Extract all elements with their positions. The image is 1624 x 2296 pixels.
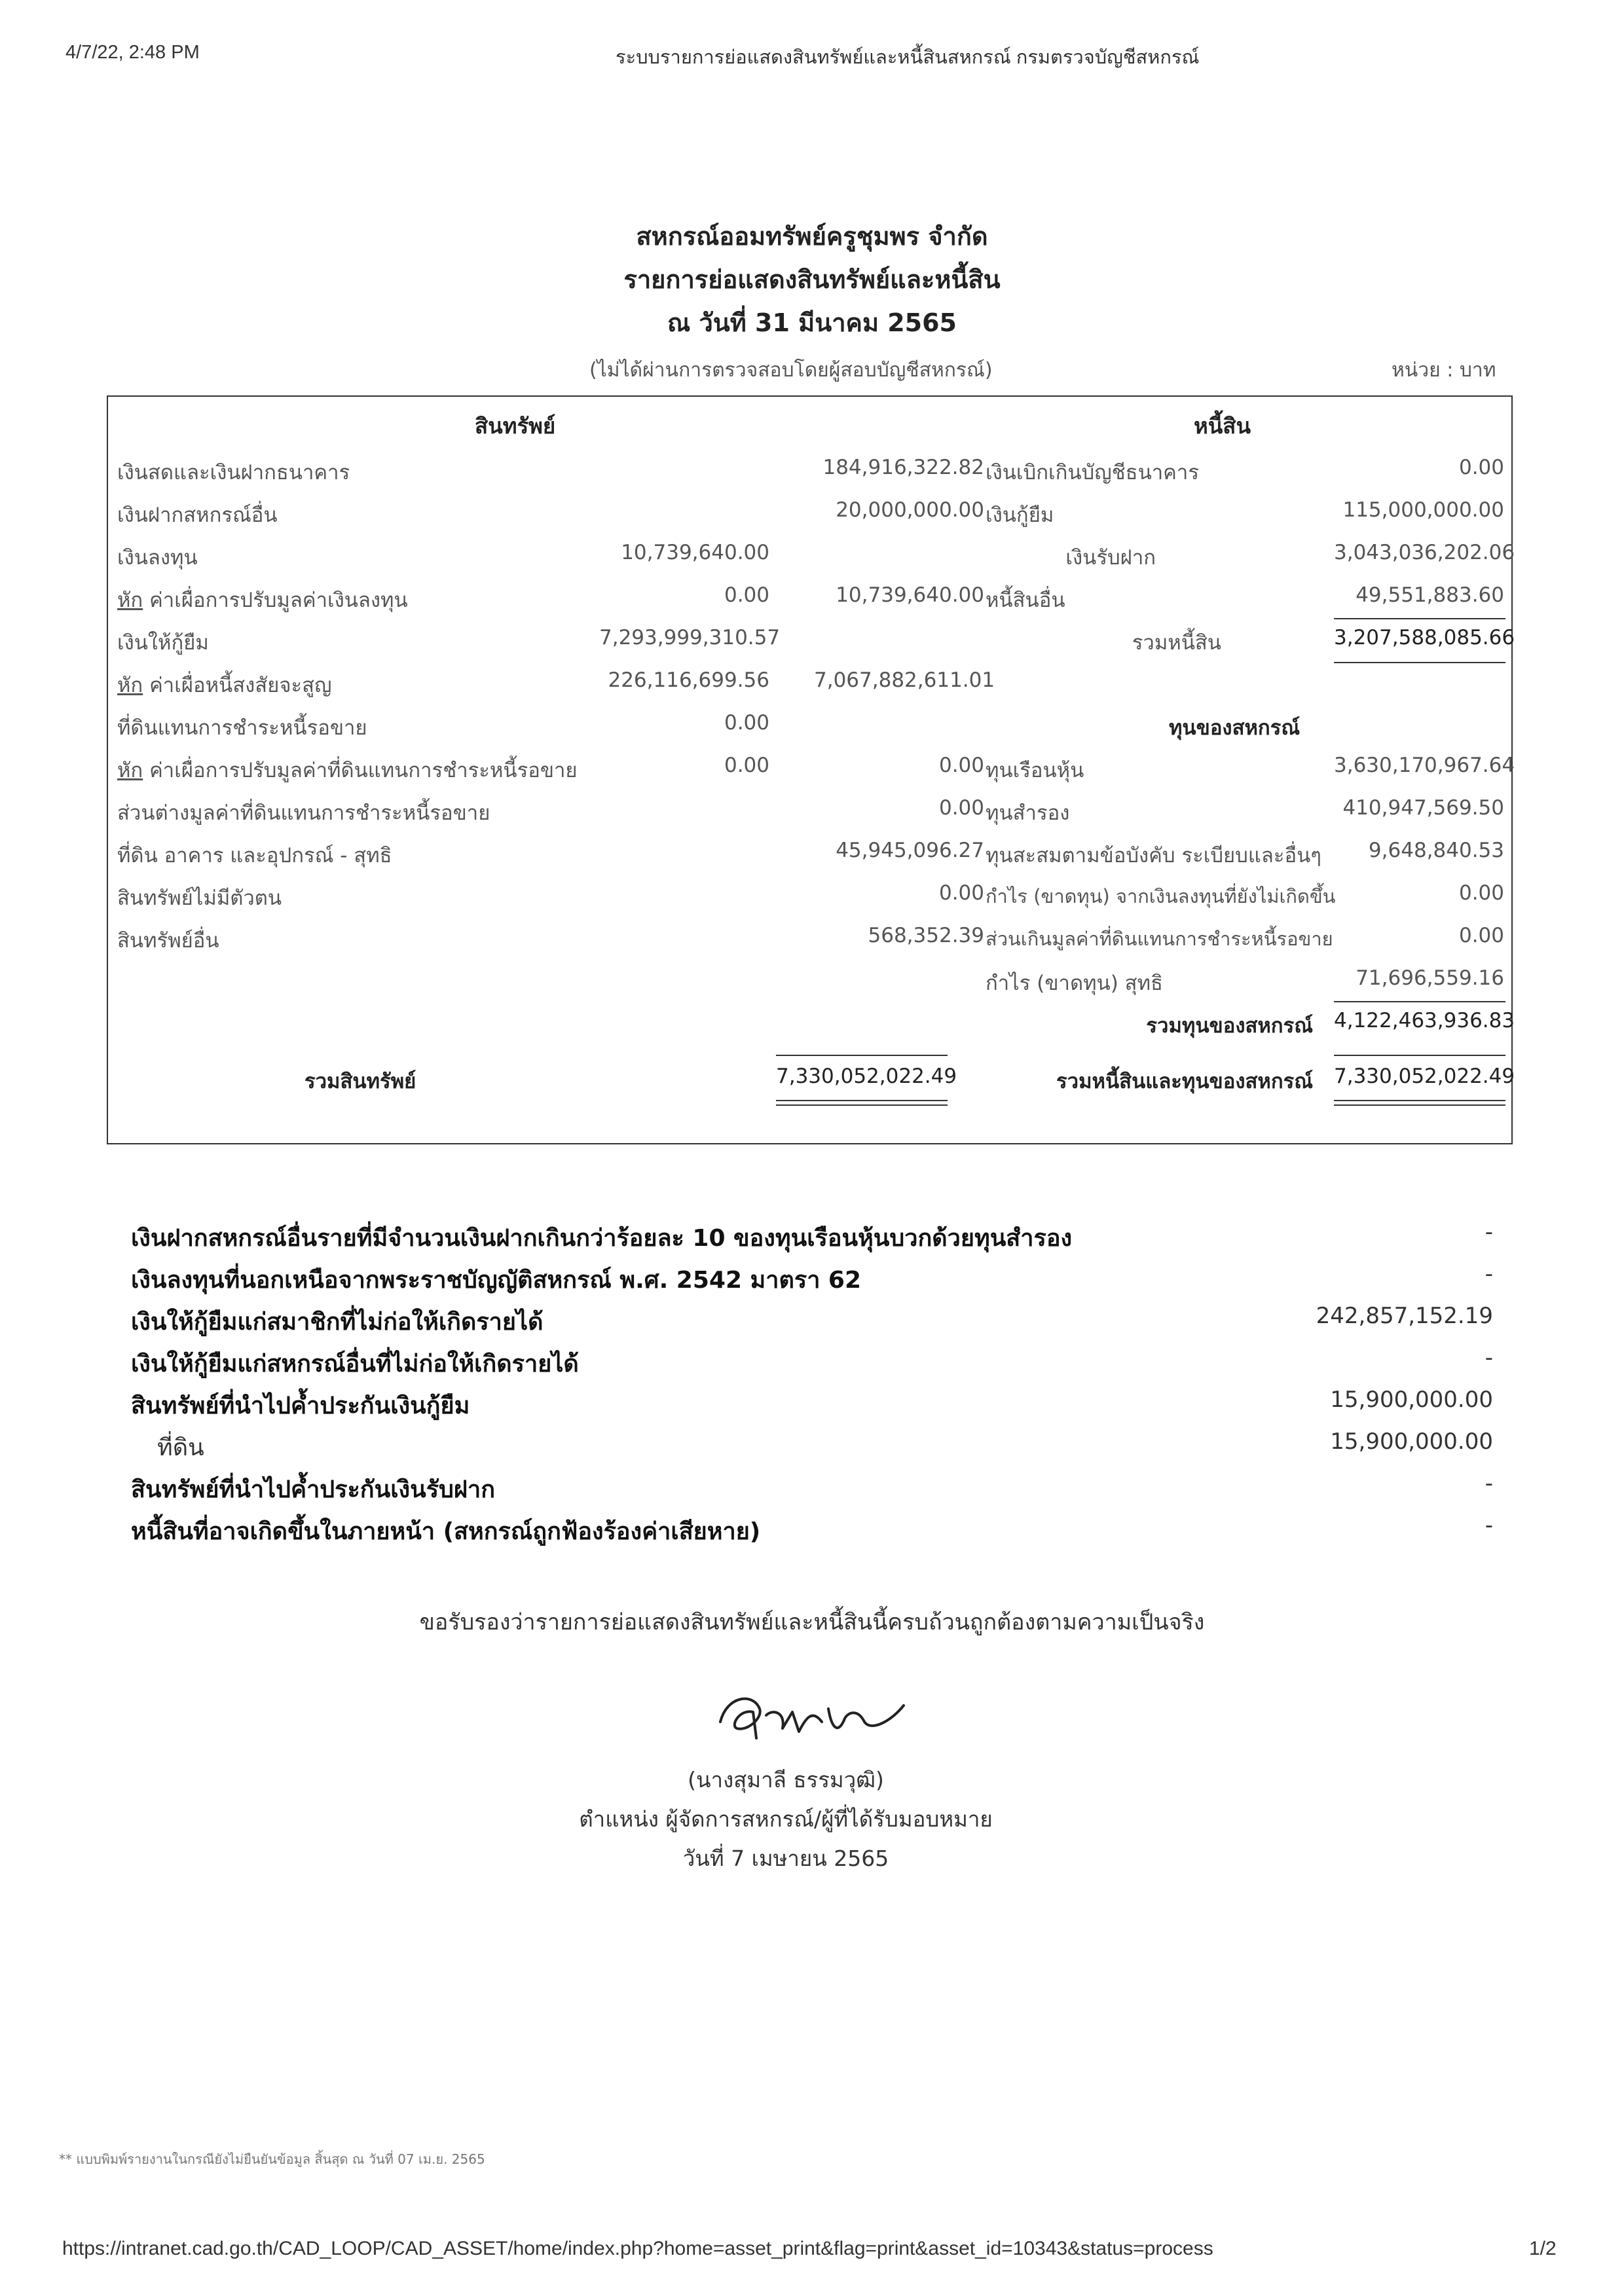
reserve-value: 410,947,569.50 xyxy=(1342,796,1504,820)
summary-label: สินทรัพย์ที่นำไปค้ำประกันเงินรับฝาก xyxy=(131,1476,495,1503)
cash-label: เงินสดและเงินฝากธนาคาร xyxy=(117,461,350,484)
reserve-label: ทุนสำรอง xyxy=(986,801,1070,825)
less-prefix: หัก xyxy=(117,674,143,697)
share-value: 3,630,170,967.64 xyxy=(1334,754,1515,777)
doubtful-row xyxy=(117,668,332,701)
total-liab-value: 3,207,588,085.66 xyxy=(1334,626,1515,649)
foreclosed-diff-value: 0.00 xyxy=(938,796,984,820)
summary-label: เงินให้กู้ยืมแก่สหกรณ์อื่นที่ไม่ก่อให้เกิดรายได้ xyxy=(131,1351,579,1377)
loans-value: 7,293,999,310.57 xyxy=(599,626,781,649)
summary-label: เงินให้กู้ยืมแก่สมาชิกที่ไม่ก่อให้เกิดรายได้ xyxy=(131,1309,544,1336)
overdraft-label: เงินเบิกเกินบัญชีธนาคาร xyxy=(986,461,1199,484)
deposits-value: 3,043,036,202.06 xyxy=(1334,541,1515,564)
total-liab-label: รวมหนี้สิน xyxy=(1132,631,1221,655)
audit-note: (ไม่ได้ผ่านการตรวจสอบโดยผู้สอบบัญชีสหกรณ์) xyxy=(589,359,993,382)
signatory-position: ตำแหน่ง ผู้จัดการสหกรณ์/ผู้ที่ได้รับมอบหมาย xyxy=(579,1806,993,1832)
invest-adj-label: ค่าเผื่อการปรับมูลค่าเงินลงทุน xyxy=(143,589,408,612)
summary-value: - xyxy=(1485,1512,1493,1539)
foreclosed-net-value: 0.00 xyxy=(938,754,984,777)
signatory-date: วันที่ 7 เมษายน 2565 xyxy=(682,1846,889,1871)
foreclosed-adj-row xyxy=(117,754,578,786)
assets-double-rule-2 xyxy=(776,1104,948,1106)
grand-total-top-rule xyxy=(1334,1055,1505,1056)
total-equity-label: รวมทุนของสหกรณ์ xyxy=(1146,1014,1313,1038)
report-date: ณ วันที่ 31 มีนาคม 2565 xyxy=(667,308,957,337)
overdraft-value: 0.00 xyxy=(1458,456,1504,479)
assets-total-top-rule xyxy=(776,1055,948,1056)
equity-header: ทุนของสหกรณ์ xyxy=(1169,716,1301,740)
assets-header: สินทรัพย์ xyxy=(475,413,556,439)
assets-double-rule-1 xyxy=(776,1100,948,1101)
print-datetime: 4/7/22, 2:48 PM xyxy=(65,42,200,63)
intangible-label: สินทรัพย์ไม่มีตัวตน xyxy=(117,886,282,910)
summary-value: 15,900,000.00 xyxy=(1330,1429,1493,1455)
signatory-name: (นางสุมาลี ธรรมวุฒิ) xyxy=(688,1767,884,1793)
balance-sheet-table xyxy=(107,395,1513,1144)
other-liab-value: 49,551,883.60 xyxy=(1356,583,1504,607)
summary-label: หนี้สินที่อาจเกิดขึ้นในภายหน้า (สหกรณ์ถูกฟ้องร้องค่าเสียหาย) xyxy=(131,1518,761,1545)
invest-net-value: 10,739,640.00 xyxy=(836,583,984,607)
cash-value: 184,916,322.82 xyxy=(822,456,984,479)
net-profit-value: 71,696,559.16 xyxy=(1356,966,1504,990)
ppe-value: 45,945,096.27 xyxy=(836,839,984,862)
loans-label: เงินให้กู้ยืม xyxy=(117,631,209,655)
deposit-other-value: 20,000,000.00 xyxy=(836,498,984,522)
invest-adj-row xyxy=(117,583,408,616)
ppe-label: ที่ดิน อาคาร และอุปกรณ์ - สุทธิ xyxy=(117,844,392,867)
deposit-other-label: เงินฝากสหกรณ์อื่น xyxy=(117,503,278,527)
borrowings-label: เงินกู้ยืม xyxy=(986,503,1054,527)
footer-url: https://intranet.cad.go.th/CAD_LOOP/CAD_ASSET/home/index.php?home=asset_print&flag=print&asset_id=10343&status=process xyxy=(62,2238,1213,2259)
system-title: ระบบรายการย่อแสดงสินทรัพย์และหนี้สินสหกรณ์ กรมตรวจบัญชีสหกรณ์ xyxy=(616,47,1200,68)
unrealized-value: 0.00 xyxy=(1458,881,1504,905)
page-number: 1/2 xyxy=(1529,2238,1557,2259)
deposits-label: เงินรับฝาก xyxy=(1065,546,1156,570)
equity-subtotal-rule xyxy=(1334,1001,1505,1002)
unit-label: หน่วย : บาท xyxy=(1392,359,1496,382)
intangible-value: 0.00 xyxy=(938,881,984,905)
less-prefix: หัก xyxy=(117,589,143,612)
surplus-label: ส่วนเกินมูลค่าที่ดินแทนการชำระหนี้รอขาย xyxy=(986,928,1333,950)
total-assets-value: 7,330,052,022.49 xyxy=(776,1065,957,1088)
summary-value: 242,857,152.19 xyxy=(1316,1303,1493,1329)
net-profit-label: กำไร (ขาดทุน) สุทธิ xyxy=(986,972,1163,995)
foreclosed-adj-value: 0.00 xyxy=(724,754,769,777)
summary-value: - xyxy=(1485,1261,1493,1287)
invest-label: เงินลงทุน xyxy=(117,546,198,570)
less-prefix: หัก xyxy=(117,759,143,782)
doubtful-label: ค่าเผื่อหนี้สงสัยจะสูญ xyxy=(143,674,332,697)
summary-label: เงินฝากสหกรณ์อื่นรายที่มีจำนวนเงินฝากเกินกว่าร้อยละ 10 ของทุนเรือนหุ้นบวกด้วยทุนสำรอง xyxy=(131,1225,1073,1252)
total-liab-rule xyxy=(1334,662,1505,663)
footer-note: ** แบบพิมพ์รายงานในกรณียังไม่ยืนยันข้อมูล สิ้นสุด ณ วันที่ 07 เม.ย. 2565 xyxy=(59,2151,485,2167)
summary-value: - xyxy=(1485,1219,1493,1245)
summary-value: - xyxy=(1485,1345,1493,1371)
other-asset-value: 568,352.39 xyxy=(868,924,984,947)
loans-net-value: 7,067,882,611.01 xyxy=(814,668,995,692)
foreclosed-label: ที่ดินแทนการชำระหนี้รอขาย xyxy=(117,716,367,740)
foreclosed-diff-label: ส่วนต่างมูลค่าที่ดินแทนการชำระหนี้รอขาย xyxy=(117,801,490,825)
foreclosed-value: 0.00 xyxy=(724,711,769,735)
summary-label: สินทรัพย์ที่นำไปค้ำประกันเงินกู้ยืม xyxy=(131,1393,470,1419)
grand-total-label: รวมหนี้สินและทุนของสหกรณ์ xyxy=(1056,1070,1313,1093)
total-equity-value: 4,122,463,936.83 xyxy=(1334,1009,1515,1032)
accum-label: ทุนสะสมตามข้อบังคับ ระเบียบและอื่นๆ xyxy=(986,844,1321,867)
surplus-value: 0.00 xyxy=(1458,924,1504,947)
liabilities-header: หนี้สิน xyxy=(1194,413,1251,439)
other-liab-label: หนี้สินอื่น xyxy=(986,589,1065,612)
grand-total-value: 7,330,052,022.49 xyxy=(1334,1065,1515,1088)
org-name: สหกรณ์ออมทรัพย์ครูชุมพร จำกัด xyxy=(636,222,988,251)
borrowings-value: 115,000,000.00 xyxy=(1342,498,1504,522)
summary-value: 15,900,000.00 xyxy=(1330,1387,1493,1413)
summary-value: - xyxy=(1485,1470,1493,1497)
grand-double-rule-1 xyxy=(1334,1100,1505,1101)
summary-label: ที่ดิน xyxy=(157,1434,204,1461)
share-label: ทุนเรือนหุ้น xyxy=(986,759,1084,782)
foreclosed-adj-label: ค่าเผื่อการปรับมูลค่าที่ดินแทนการชำระหนี้รอขาย xyxy=(143,759,578,782)
invest-adj-value: 0.00 xyxy=(724,583,769,607)
liab-subtotal-rule xyxy=(1334,618,1505,619)
summary-label: เงินลงทุนที่นอกเหนือจากพระราชบัญญัติสหกรณ์ พ.ศ. 2542 มาตรา 62 xyxy=(131,1267,862,1294)
doubtful-value: 226,116,699.56 xyxy=(608,668,769,692)
other-asset-label: สินทรัพย์อื่น xyxy=(117,929,219,953)
signature xyxy=(707,1683,930,1755)
total-assets-label: รวมสินทรัพย์ xyxy=(304,1070,416,1093)
unrealized-label: กำไร (ขาดทุน) จากเงินลงทุนที่ยังไม่เกิดขึ้น xyxy=(986,885,1336,907)
invest-value: 10,739,640.00 xyxy=(621,541,769,564)
certification-text: ขอรับรองว่ารายการย่อแสดงสินทรัพย์และหนี้สินนี้ครบถ้วนถูกต้องตามความเป็นจริง xyxy=(419,1609,1205,1635)
report-title: รายการย่อแสดงสินทรัพย์และหนี้สิน xyxy=(623,265,1001,294)
accum-value: 9,648,840.53 xyxy=(1368,839,1504,862)
grand-double-rule-2 xyxy=(1334,1104,1505,1106)
